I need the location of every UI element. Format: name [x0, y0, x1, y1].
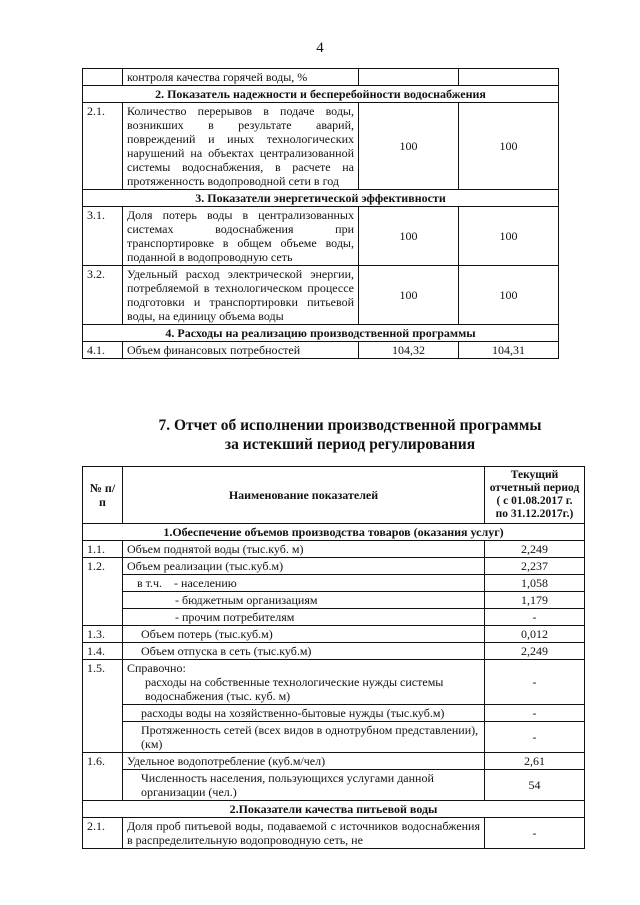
table-row — [83, 753, 585, 770]
row-number: 4.1. — [83, 342, 123, 359]
section-row — [83, 524, 585, 541]
row-number: 1.5. — [83, 660, 123, 753]
table-row — [83, 575, 585, 592]
row-name — [123, 660, 485, 705]
row-name: Доля проб питьевой воды, подаваемой с источников водоснабжения в распределительную водопроводную сеть, не — [123, 818, 485, 849]
row-number: 1.2. — [83, 558, 123, 626]
section-title: 4. Расходы на реализацию производственной программы — [83, 325, 559, 342]
row-value-fact: 100 — [459, 207, 559, 266]
section-title: 3. Показатели энергетической эффективности — [83, 190, 559, 207]
row-value: - — [485, 705, 585, 722]
table-row — [83, 266, 559, 325]
row-value: 2,237 — [485, 558, 585, 575]
row-name: Количество перерывов в подаче воды, возникших в результате аварий, повреждений и иных технологических нарушений на объектах централизованной системы водоснабжения, в расчете на протяженность водопроводной сети в год — [123, 103, 359, 190]
row-name: в т.ч. - населению — [123, 575, 485, 592]
row-value: - — [485, 818, 585, 849]
report-title — [0, 416, 640, 454]
row-value-fact: 100 — [459, 266, 559, 325]
row-value-plan: 104,32 — [359, 342, 459, 359]
row-number: 2.1. — [83, 103, 123, 190]
table-row — [83, 643, 585, 660]
section-title: 2. Показатель надежности и бесперебойности водоснабжения — [83, 86, 559, 103]
row-name: - бюджетным организациям — [123, 592, 485, 609]
row-label: Справочно: — [127, 661, 186, 675]
row-value-plan: 100 — [359, 207, 459, 266]
section-title: 1.Обеспечение объемов производства товаров (оказания услуг) — [83, 524, 585, 541]
row-number: 1.6. — [83, 753, 123, 801]
row-number: 3.1. — [83, 207, 123, 266]
page-number: 4 — [316, 40, 324, 56]
table-row — [83, 207, 559, 266]
header-row — [83, 467, 585, 524]
section-title: 2.Показатели качества питьевой воды — [83, 801, 585, 818]
row-number: 1.1. — [83, 541, 123, 558]
header-num: № п/п — [83, 467, 123, 524]
row-name: Объем поднятой воды (тыс.куб. м) — [123, 541, 485, 558]
row-value: 0,012 — [485, 626, 585, 643]
section-row — [83, 801, 585, 818]
row-name: Численность населения, пользующихся услугами данной организации (чел.) — [123, 770, 485, 801]
row-name: расходы воды на хозяйственно-бытовые нужды (тыс.куб.м) — [123, 705, 485, 722]
row-name: Протяженность сетей (всех видов в однотрубном представлении), (км) — [123, 722, 485, 753]
row-value-plan: 100 — [359, 103, 459, 190]
row-name: Объем реализации (тыс.куб.м) — [123, 558, 485, 575]
table-row — [83, 342, 559, 359]
table-row — [83, 609, 585, 626]
section-row — [83, 325, 559, 342]
row-name: Объем финансовых потребностей — [123, 342, 359, 359]
row-number: 3.2. — [83, 266, 123, 325]
row-value-plan: 100 — [359, 266, 459, 325]
row-value: 54 — [485, 770, 585, 801]
section-row — [83, 86, 559, 103]
row-name: Доля потерь воды в централизованных системах водоснабжения при транспортировке в общем объеме воды, поданной в водопроводную сеть — [123, 207, 359, 266]
row-value-fact: 104,31 — [459, 342, 559, 359]
table-row — [83, 69, 559, 86]
table-row — [83, 558, 585, 575]
header-name: Наименование показателей — [123, 467, 485, 524]
row-text: расходы на собственные технологические нужды системы водоснабжения (тыс. куб. м) — [145, 675, 444, 703]
table-row — [83, 722, 585, 753]
row-value: 2,249 — [485, 643, 585, 660]
row-number: 2.1. — [83, 818, 123, 849]
row-value: - — [485, 609, 585, 626]
report-table — [82, 466, 585, 849]
report-title-line2: за истекший период регулирования — [224, 436, 476, 453]
row-number: 1.4. — [83, 643, 123, 660]
indicators-table — [82, 68, 559, 359]
row-number: 1.3. — [83, 626, 123, 643]
row-name: Объем потерь (тыс.куб.м) — [123, 626, 485, 643]
row-value: 2,249 — [485, 541, 585, 558]
table-row — [83, 660, 585, 705]
row-name: Удельный расход электрической энергии, потребляемой в технологическом процессе подготовки и транспортировки питьевой воды, на единицу объема воды — [123, 266, 359, 325]
table-row — [83, 592, 585, 609]
header-period: Текущий отчетный период ( с 01.08.2017 г. по 31.12.2017г.) — [485, 467, 585, 524]
row-value: - — [485, 660, 585, 705]
section-row — [83, 190, 559, 207]
row-value: 2,61 — [485, 753, 585, 770]
table-row — [83, 818, 585, 849]
table-row — [83, 541, 585, 558]
row-name: Удельное водопотребление (куб.м/чел) — [123, 753, 485, 770]
row-name: Объем отпуска в сеть (тыс.куб.м) — [123, 643, 485, 660]
row-name: - прочим потребителям — [123, 609, 485, 626]
table-row — [83, 770, 585, 801]
row-value: 1,179 — [485, 592, 585, 609]
table-row — [83, 705, 585, 722]
report-title-line1: 7. Отчет об исполнении производственной программы — [158, 417, 542, 434]
row-value-fact: 100 — [459, 103, 559, 190]
row-value: 1,058 — [485, 575, 585, 592]
row-value: - — [485, 722, 585, 753]
table-row — [83, 103, 559, 190]
row-name: контроля качества горячей воды, % — [123, 69, 359, 86]
table-row — [83, 626, 585, 643]
